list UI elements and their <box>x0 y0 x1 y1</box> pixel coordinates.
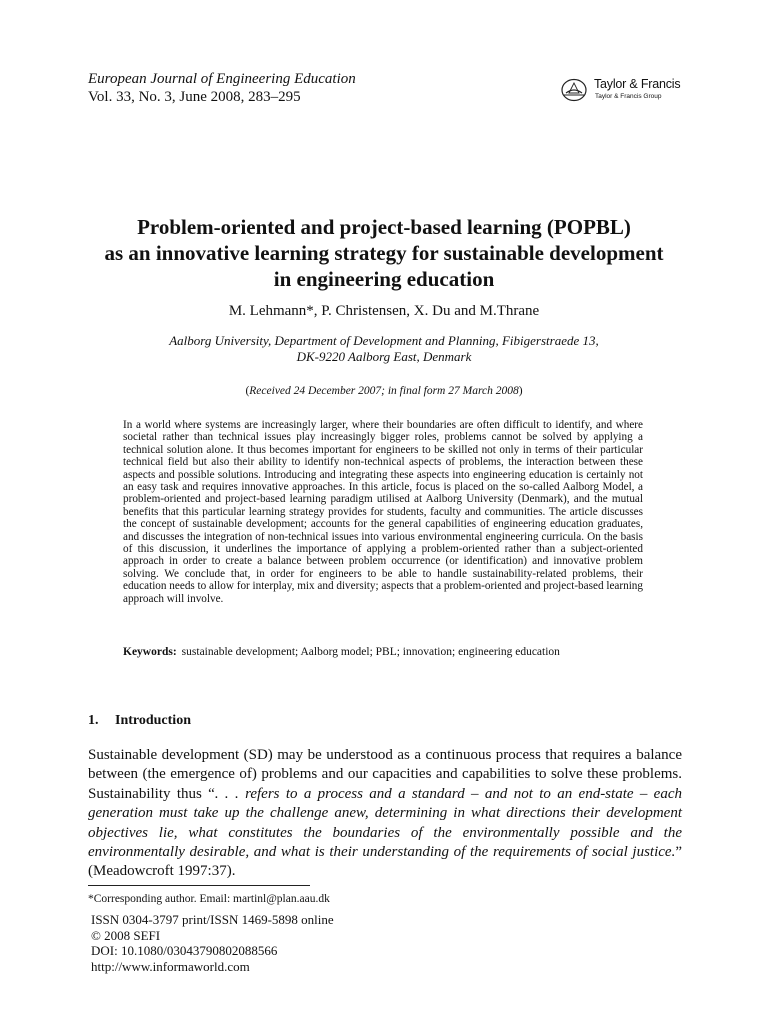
footnote-rule <box>88 885 310 886</box>
received-close-paren: ) <box>518 385 523 397</box>
keywords-list: sustainable development; Aalborg model; PBL; innovation; engineering education <box>181 646 560 658</box>
title-line: in engineering education <box>273 267 495 291</box>
abstract: In a world where systems are increasingly larger, where their boundaries are often difficult to identify, and where societal rather than technical issues play increasingly bigger roles, problems cannot be solved by applying a technical solution alone. It thus becomes important for engineers to be skilled not only in terms of their particular technical field but also their ability to identify non-technical aspects of problems, the interaction between these aspects and possible solutions. Introducing and integrating these aspects into engineering education is certainly not an easy task and requires innovative approaches. In this article, focus is placed on the so-called Aalborg Model, a problem-oriented and project-based learning paradigm utilised at Aalborg University (Denmark), and the mutual benefits that this particular learning strategy provides for students, faculty and communities. The article discusses the concept of sustainable development; accounts for the general capabilities of engineering education graduates, and discusses the integration of non-technical issues into various environmental engineering curricula. On the basis of this discussion, it underlines the importance of applying a problem-oriented rather than a subject-oriented approach in order to create a balance between problem occurrence (or identification) and innovative problem solving. We conclude that, in order for engineers to be able to handle sustainability-related problems, their education needs to allow for interplay, mix and diversity; aspects that a problem-oriented and project-based learning approach will involve. <box>123 419 643 605</box>
footnote: *Corresponding author. Email: martinl@plan.aau.dk <box>88 893 330 905</box>
publisher-logo <box>561 76 681 104</box>
received-dates <box>0 385 768 397</box>
intro-text: Sustainable development (SD) may be understood as a continuous process that requires a balance between (the emergence of) problems and our capacities and capabilities to solve these problems. Sustainability thus “ <box>88 747 682 802</box>
article-title <box>60 214 708 292</box>
title-line: as an innovative learning strategy for sustainable development <box>104 241 664 265</box>
copyright-line: © 2008 SEFI <box>91 927 161 943</box>
received-text: Received 24 December 2007; in final form 27 March 2008 <box>249 385 519 397</box>
received-open-paren: ( <box>245 385 250 397</box>
volume-info: Vol. 33, No. 3, June 2008, 283–295 <box>88 89 301 105</box>
journal-name: European Journal of Engineering Education <box>88 71 356 87</box>
intro-quote: . . . refers to a process and a standard – and not to an end-state – each generation must take up the challenge anew, determining in what directions their development objectives lie, what constitutes the boundaries of the environmentally possible and the environmentally desirable, and what is their understanding of the requirements of social justice. <box>88 785 682 861</box>
title-line: Problem-oriented and project-based learning (POPBL) <box>137 215 631 239</box>
doi-line: DOI: 10.1080/03043790802088566 <box>91 943 278 958</box>
authors: M. Lehmann*, P. Christensen, X. Du and M.Thrane <box>228 303 540 319</box>
publisher-group: Taylor & Francis Group <box>595 93 662 100</box>
website-line: http://www.informaworld.com <box>91 958 250 974</box>
affiliation-line: DK-9220 Aalborg East, Denmark <box>296 349 472 364</box>
section-title: Introduction <box>115 713 191 728</box>
keywords-label: Keywords: <box>123 646 177 658</box>
intro-citation: ” (Meadowcroft 1997:37). <box>88 844 682 880</box>
publisher-name: Taylor & Francis <box>594 77 681 91</box>
affiliation-line: Aalborg University, Department of Development and Planning, Fibigerstraede 13, <box>169 333 599 348</box>
affiliation <box>0 333 768 365</box>
section-number: 1. <box>88 713 99 728</box>
section-heading <box>88 713 191 729</box>
intro-paragraph <box>88 746 682 882</box>
issn-block <box>91 912 334 974</box>
issn-line: ISSN 0304-3797 print/ISSN 1469-5898 online <box>91 912 334 927</box>
journal-header <box>88 70 356 106</box>
publisher-logo-icon <box>561 78 589 102</box>
keywords <box>123 646 560 658</box>
